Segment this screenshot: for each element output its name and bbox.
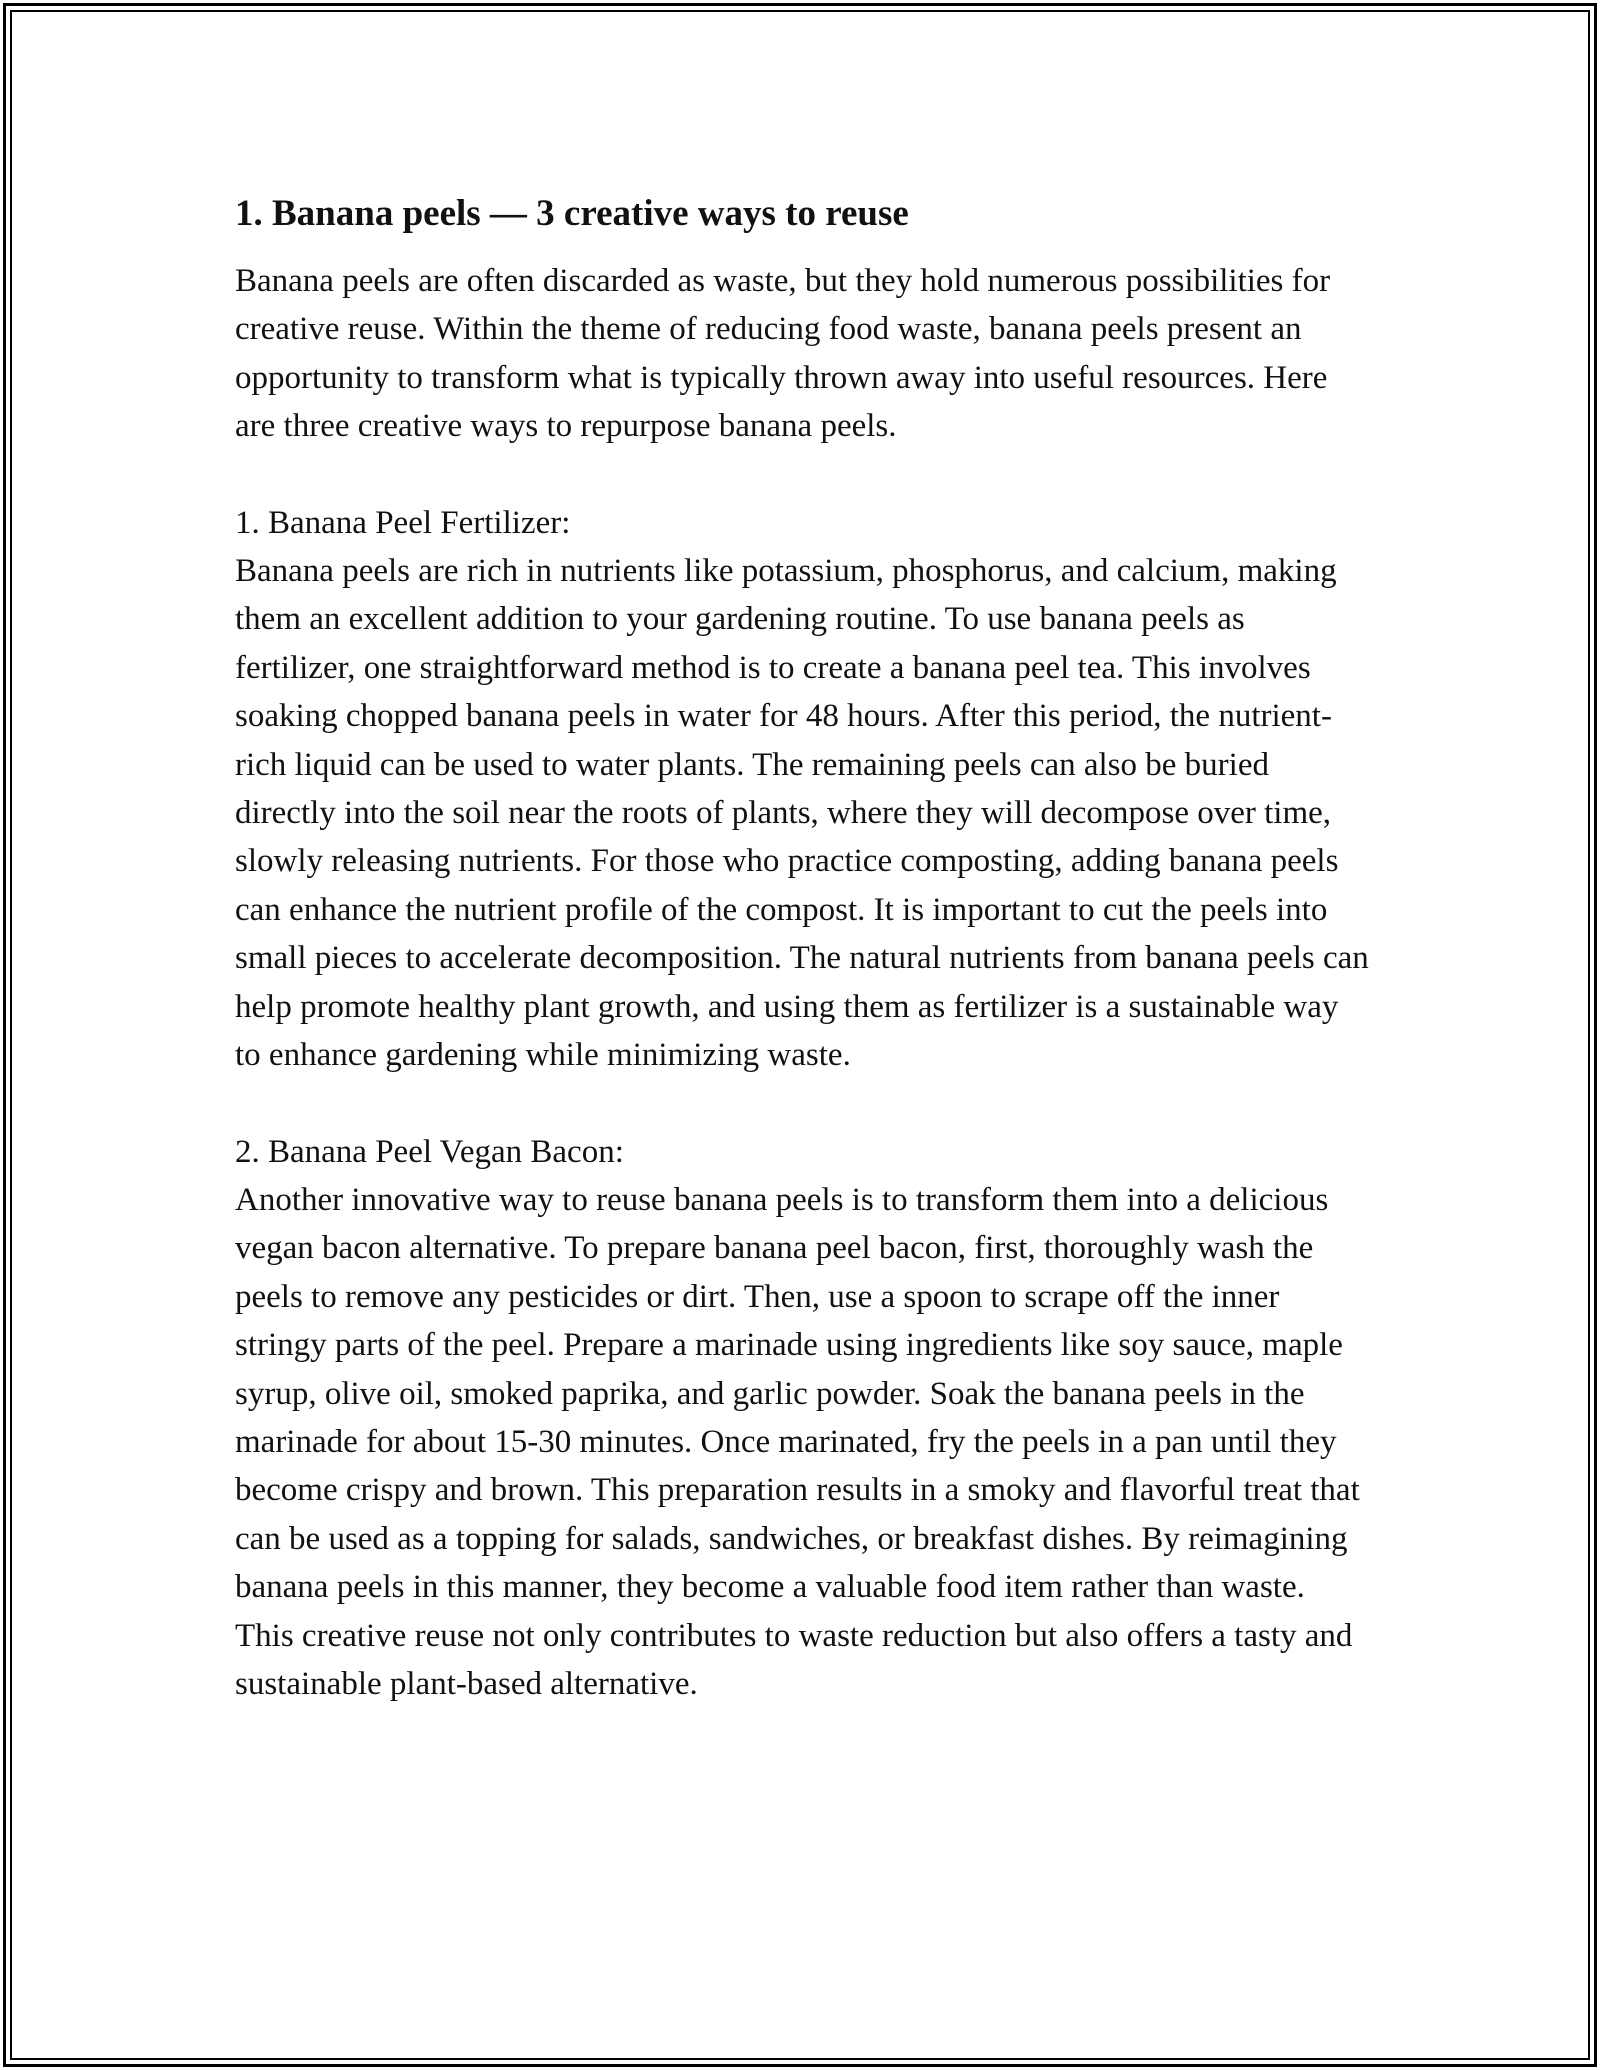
section-body: Another innovative way to reuse banana peels is to transform them into a delicious vegan bacon alternative. To prepare banana peel bacon, first, thoroughly wash the peels to remove any pesticides or dirt. Then, use a spoon to scrape off the inner stringy parts of the peel. Prepare a marinade using ingredients like soy sauce, maple syrup, olive oil, smoked paprika, and garlic powder. Soak the banana peels in the marinade for about 15-30 minutes. Once marinated, fry the peels in a pan until they become crispy and brown. This preparation results in a smoky and flavorful treat that can be used as a topping for salads, sandwiches, or breakfast dishes. By reimagining banana peels in this manner, they become a valuable food item rather than waste. This creative reuse not only contributes to waste reduction but also offers a tasty and sustainable plant-based alternative. [235,1181,1360,1702]
section-heading: 1. Banana Peel Fertilizer: [235,504,571,541]
page-title: 1. Banana peels — 3 creative ways to reuse [235,193,909,234]
section-vegan-bacon [235,1128,1370,1709]
section-fertilizer [235,499,1370,1080]
intro-paragraph: Banana peels are often discarded as waste, but they hold numerous possibilities for creative reuse. Within the theme of reducing food waste, banana peels present an opportunity to transform what is typically thrown away into useful resources. Here are three creative ways to repurpose banana peels. [235,263,1331,445]
section-heading: 2. Banana Peel Vegan Bacon: [235,1133,624,1170]
section-body: Banana peels are rich in nutrients like potassium, phosphorus, and calcium, making them an excellent addition to your gardening routine. To use banana peels as fertilizer, one straightforward method is to create a banana peel tea. This involves soaking chopped banana peels in water for 48 hours. After this period, the nutrient-rich liquid can be used to water plants. The remaining peels can also be buried directly into the soil near the roots of plants, where they will decompose over time, slowly releasing nutrients. For those who practice composting, adding banana peels can enhance the nutrient profile of the compost. It is important to cut the peels into small pieces to accelerate decomposition. The natural nutrients from banana peels can help promote healthy plant growth, and using them as fertilizer is a sustainable way to enhance gardening while minimizing waste. [235,553,1369,1074]
document-content [235,185,1370,1708]
